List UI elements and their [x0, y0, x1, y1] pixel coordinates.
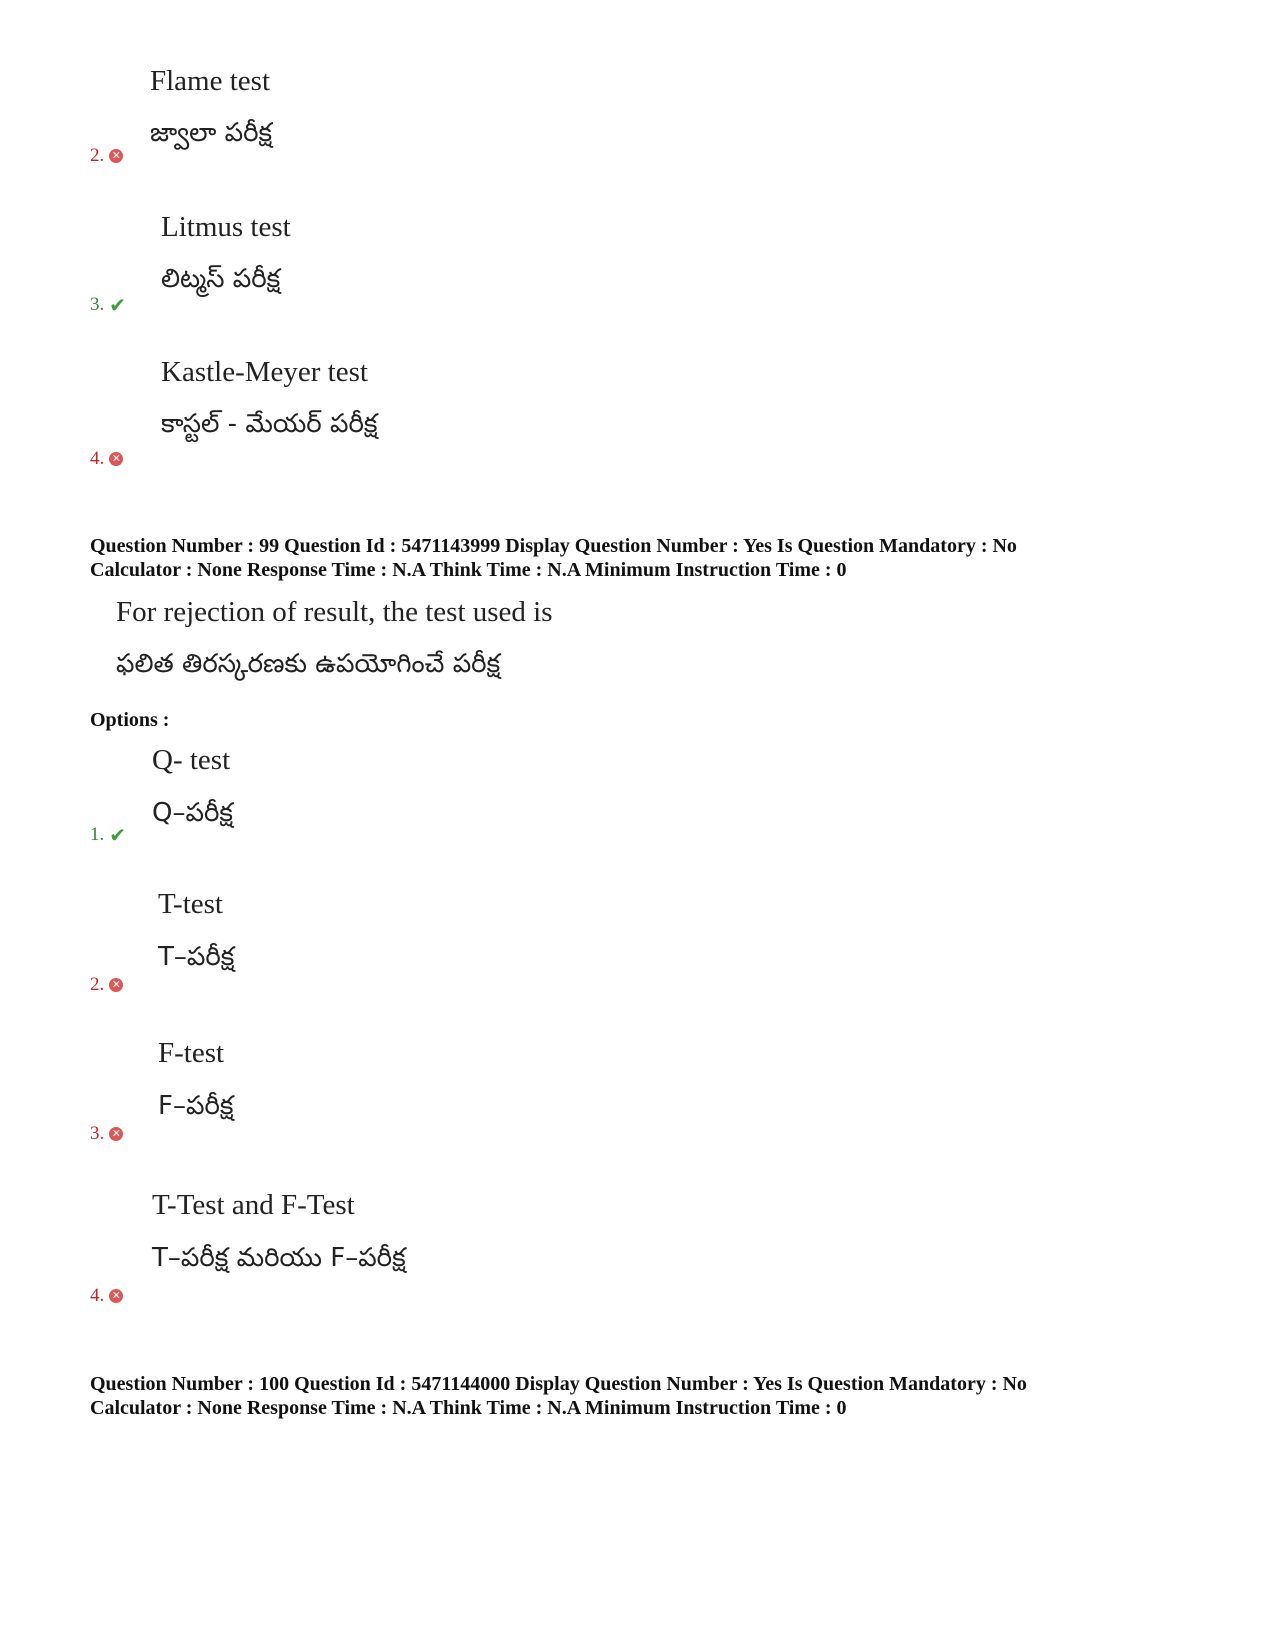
check-icon: ✔: [109, 293, 127, 317]
option-number: 3.: [90, 294, 105, 315]
option-number: 4.: [90, 1285, 105, 1306]
option-text-en: F-test: [158, 1037, 225, 1069]
option-text-te: జ్వాలా పరీక్ష: [150, 118, 273, 148]
option-text-te: కాస్టల్ - మేయర్ పరీక్ష: [161, 409, 378, 439]
option-marker: [90, 1123, 123, 1145]
question-text-te: ఫలిత తిరస్కరణకు ఉపయోగించే పరీక్ష: [116, 649, 501, 679]
check-icon: ✔: [109, 823, 127, 847]
option-number: 2.: [90, 145, 105, 166]
cross-icon: ✕: [109, 1127, 123, 1141]
option-text-te: Q–పరీక్ష: [152, 798, 233, 828]
option-text-en: Q- test: [152, 744, 231, 776]
option-text-en: Litmus test: [161, 211, 291, 243]
cross-icon: ✕: [109, 978, 123, 992]
option-marker: [90, 1285, 123, 1307]
option-text-en: T-Test and F-Test: [152, 1189, 355, 1221]
option-marker: [90, 448, 123, 470]
cross-icon: ✕: [109, 452, 123, 466]
option-number: 3.: [90, 1123, 105, 1144]
option-text-en: T-test: [158, 888, 223, 920]
options-label: Options :: [90, 709, 170, 731]
option-text-te: F–పరీక్ష: [158, 1091, 234, 1121]
question-meta-line2: Calculator : None Response Time : N.A Think Time : N.A Minimum Instruction Time : 0: [90, 559, 847, 581]
question-meta-line1: Question Number : 99 Question Id : 5471143999 Display Question Number : Yes Is Question Mandatory : No: [90, 535, 1017, 557]
option-text-te: T–పరీక్ష: [158, 942, 235, 972]
option-marker: [90, 824, 126, 846]
option-text-te: T–పరీక్ష మరియు F–పరీక్ష: [152, 1243, 406, 1273]
option-marker: [90, 145, 123, 167]
option-text-en: Flame test: [150, 65, 271, 97]
option-number: 4.: [90, 448, 105, 469]
option-number: 2.: [90, 974, 105, 995]
option-text-en: Kastle-Meyer test: [161, 356, 368, 388]
cross-icon: ✕: [109, 149, 123, 163]
question-meta-line2: Calculator : None Response Time : N.A Think Time : N.A Minimum Instruction Time : 0: [90, 1397, 847, 1419]
cross-icon: ✕: [109, 1289, 123, 1303]
question-meta-line1: Question Number : 100 Question Id : 5471144000 Display Question Number : Yes Is Question Mandatory : No: [90, 1373, 1027, 1395]
option-text-te: లిట్మస్ పరీక్ష: [161, 264, 281, 294]
option-number: 1.: [90, 824, 105, 845]
option-marker: [90, 974, 123, 996]
option-marker: [90, 294, 126, 316]
question-text-en: For rejection of result, the test used is: [116, 596, 553, 628]
